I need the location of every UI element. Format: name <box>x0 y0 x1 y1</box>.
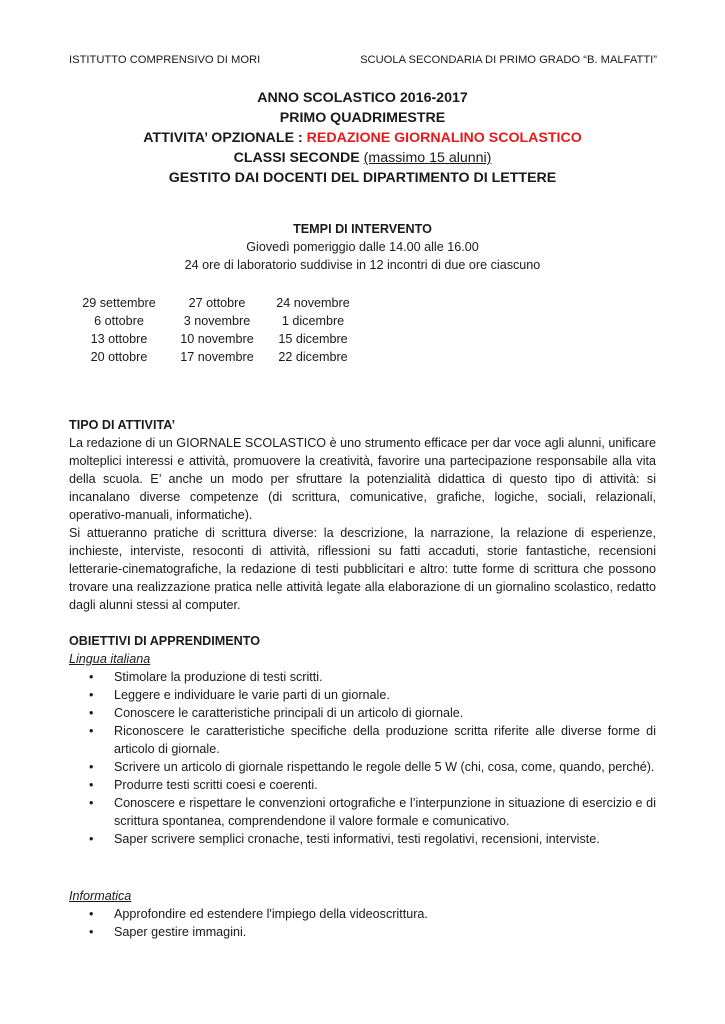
list-item: • Riconoscere le caratteristiche specifiche della produzione scritta riferite alle diverse forme di articolo di giornale. <box>89 724 656 756</box>
dates-row <box>69 312 361 330</box>
header-school-name: SCUOLA SECONDARIA DI PRIMO GRADO “B. MALFATTI” <box>360 54 657 66</box>
date-cell: 3 novembre <box>183 314 251 328</box>
tempi-hours: 24 ore di laboratorio suddivise in 12 incontri di due ore ciascuno <box>184 258 541 272</box>
title-activity-prefix: ATTIVITA’ OPZIONALE : <box>143 130 307 146</box>
title-classes-max: (massimo 15 alunni) <box>363 150 492 166</box>
list-item: • Produrre testi scritti coesi e coerenti. <box>89 778 318 792</box>
bullet-icon: • <box>89 925 94 939</box>
date-cell: 27 ottobre <box>188 296 246 310</box>
list-item: • Leggere e individuare le varie parti di un giornale. <box>89 688 390 702</box>
obiettivi-heading: OBIETTIVI DI APPRENDIMENTO <box>69 634 261 648</box>
informatica-label: Informatica <box>69 889 132 903</box>
title-year: ANNO SCOLASTICO 2016-2017 <box>257 90 468 106</box>
obiettivi-section <box>69 632 656 848</box>
date-cell: 1 dicembre <box>281 314 345 328</box>
informatica-objectives-list <box>69 905 656 941</box>
date-cell: 20 ottobre <box>90 350 148 364</box>
list-item: • Conoscere le caratteristiche principali di un articolo di giornale. <box>89 706 464 720</box>
dates-row <box>69 330 361 348</box>
list-item: • Conoscere e rispettare le convenzioni ortografiche e l’interpunzione in situazione di esercizio e di scrittura spontanea, comprendendone il valore formale e comunicativo. <box>89 796 656 828</box>
bullet-icon: • <box>89 796 94 810</box>
bullet-icon: • <box>89 907 94 921</box>
title-managed-by: GESTITO DAI DOCENTI DEL DIPARTIMENTO DI LETTERE <box>168 170 557 186</box>
date-cell: 6 ottobre <box>94 314 144 328</box>
date-cell: 13 ottobre <box>90 332 148 346</box>
bullet-icon: • <box>89 778 94 792</box>
header-school-institute: ISTITUTTO COMPRENSIVO DI MORI <box>69 54 261 66</box>
date-cell: 22 dicembre <box>278 350 348 364</box>
list-item: • Saper gestire immagini. <box>89 925 247 939</box>
tempi-section <box>0 220 725 274</box>
tempi-schedule: Giovedì pomeriggio dalle 14.00 alle 16.00 <box>246 240 479 254</box>
dates-table <box>69 294 361 366</box>
list-item: • Scrivere un articolo di giornale rispettando le regole delle 5 W (chi, cosa, come, quando, perché). <box>89 760 655 774</box>
date-cell: 24 novembre <box>276 296 350 310</box>
tipo-paragraph-2: Si attueranno pratiche di scrittura diverse: la descrizione, la narrazione, la relazione di esperienze, inchieste, interviste, resoconti di attività, riflessioni su fatti accaduti, storie fantastiche, recensioni letterarie-cinematografiche, la redazione di testi pubblicitari e altro: tutte forme di scrittura che possono trovare una realizzazione pratica nelle attività legate alla elaborazione di un giornalino scolastico, redatto dagli alunni stessi al computer. <box>69 526 656 612</box>
list-item: • Saper scrivere semplici cronache, testi informativi, testi regolativi, recensioni, interviste. <box>89 832 600 846</box>
bullet-icon: • <box>89 760 94 774</box>
bullet-icon: • <box>89 688 94 702</box>
lingua-italiana-label: Lingua italiana <box>69 652 151 666</box>
informatica-section <box>69 887 656 941</box>
dates-row <box>69 294 361 312</box>
date-cell: 17 novembre <box>180 350 254 364</box>
tempi-heading: TEMPI DI INTERVENTO <box>293 222 432 236</box>
page-header <box>69 54 657 66</box>
tipo-section <box>69 416 656 614</box>
bullet-icon: • <box>89 724 94 738</box>
tipo-paragraph-1: La redazione di un GIORNALE SCOLASTICO è uno strumento efficace per dar voce agli alunni, unificare molteplici interessi e attività, promuovere la creatività, favorire una partecipazione responsabile alla vita della scuola. E’ anche un modo per sfruttare la potenzialità didattica di questo tipo di attività: si incanalano diverse competenze (di scrittura, comunicative, grafiche, logiche, sociali, relazionali, operativo-manuali, informatiche). <box>69 436 656 522</box>
bullet-icon: • <box>89 670 94 684</box>
title-quadrimester: PRIMO QUADRIMESTRE <box>279 110 446 126</box>
title-activity <box>0 128 725 148</box>
title-classes-label: CLASSI SECONDE <box>233 150 360 166</box>
title-classes <box>0 148 725 168</box>
date-cell: 29 settembre <box>82 296 156 310</box>
list-item: • Stimolare la produzione di testi scritti. <box>89 670 323 684</box>
date-cell: 10 novembre <box>180 332 254 346</box>
list-item: • Approfondire ed estendere l'impiego della videoscrittura. <box>89 907 428 921</box>
bullet-icon: • <box>89 706 94 720</box>
title-activity-name: REDAZIONE GIORNALINO SCOLASTICO <box>306 130 582 146</box>
title-block <box>0 88 725 188</box>
lingua-objectives-list <box>69 668 656 848</box>
date-cell: 15 dicembre <box>278 332 348 346</box>
dates-row <box>69 348 361 366</box>
bullet-icon: • <box>89 832 94 846</box>
tipo-heading: TIPO DI ATTIVITA’ <box>69 418 176 432</box>
